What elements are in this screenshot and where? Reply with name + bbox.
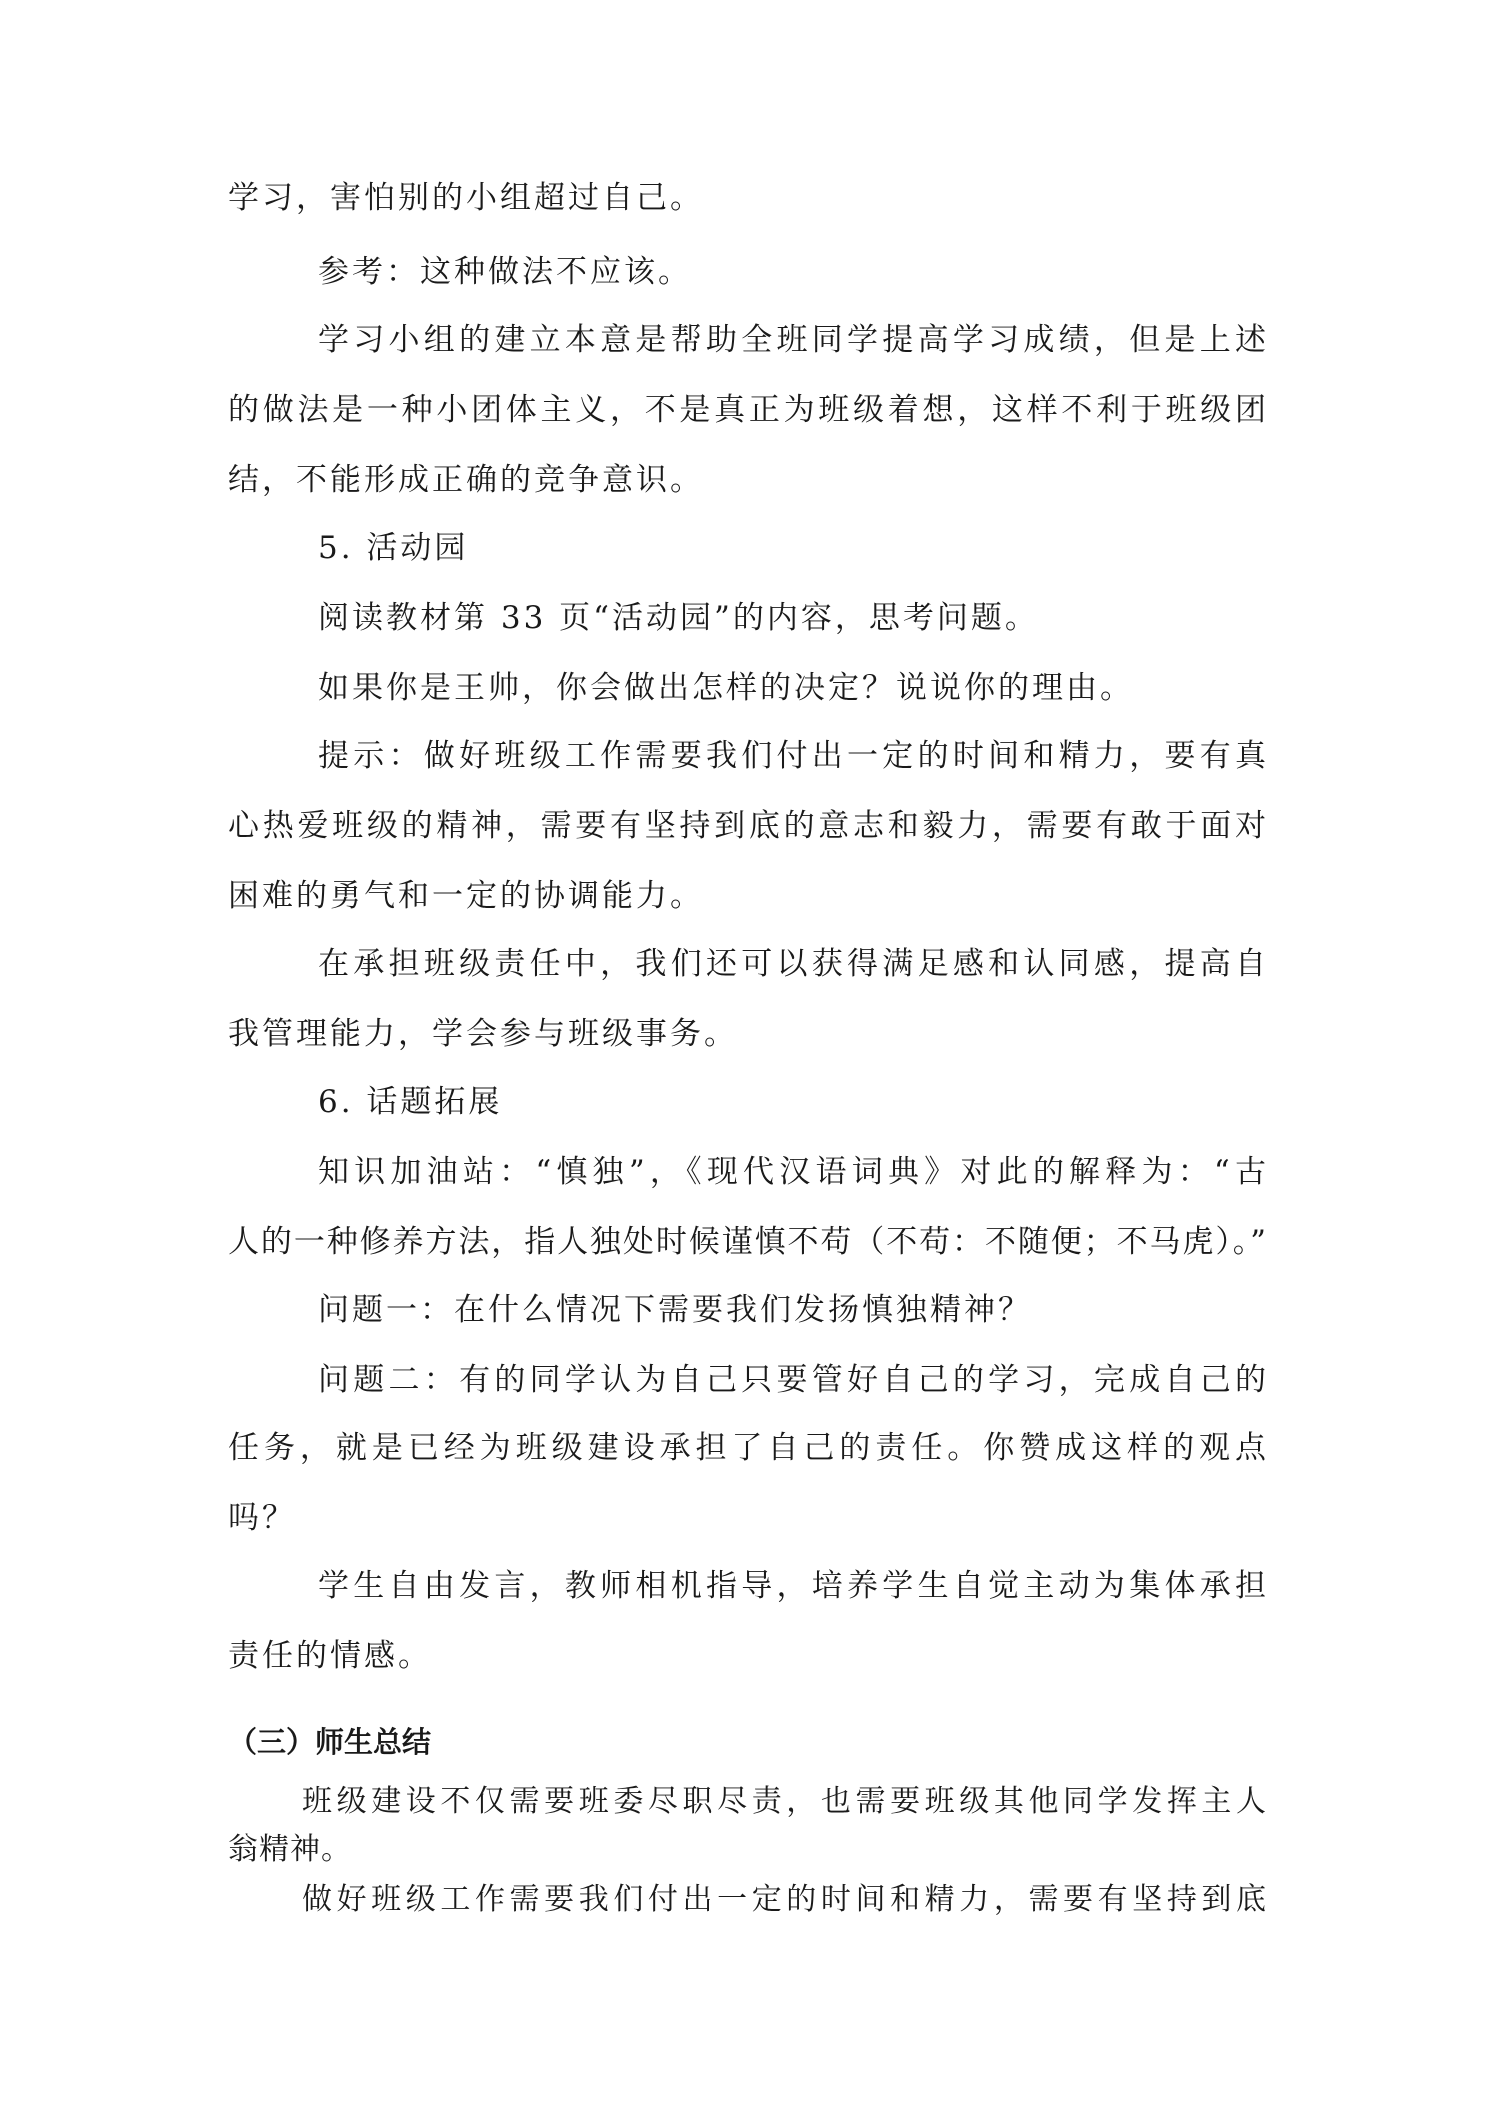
text-line: 人的一种修养方法，指人独处时候谨慎不苟（不苟：不随便；不马虎）。” — [228, 1224, 1266, 1260]
section-heading: （三）师生总结 — [228, 1725, 432, 1759]
text-line: 做好班级工作需要我们付出一定的时间和精力，需要有坚持到底 — [302, 1882, 1266, 1917]
text-line: 困难的勇气和一定的协调能力。 — [228, 878, 704, 914]
text-line: 班级建设不仅需要班委尽职尽责，也需要班级其他同学发挥主人 — [302, 1784, 1266, 1819]
text-line: 结，不能形成正确的竞争意识。 — [228, 462, 704, 498]
text-line: 提示：做好班级工作需要我们付出一定的时间和精力，要有真 — [318, 738, 1266, 774]
text-line: 我管理能力，学会参与班级事务。 — [228, 1016, 738, 1052]
text-line: 吗？ — [228, 1500, 296, 1536]
text-line: 问题二：有的同学认为自己只要管好自己的学习，完成自己的 — [318, 1362, 1266, 1398]
text-line: 学习，害怕别的小组超过自己。 — [228, 180, 704, 216]
text-line: 参考：这种做法不应该。 — [318, 254, 692, 290]
text-line: 的做法是一种小团体主义，不是真正为班级着想，这样不利于班级团 — [228, 392, 1266, 428]
text-line: 任务，就是已经为班级建设承担了自己的责任。你赞成这样的观点 — [228, 1430, 1266, 1466]
text-line: 学习小组的建立本意是帮助全班同学提高学习成绩，但是上述 — [318, 322, 1266, 358]
text-line: 在承担班级责任中，我们还可以获得满足感和认同感，提高自 — [318, 946, 1266, 982]
text-line: 阅读教材第 33 页“活动园”的内容，思考问题。 — [318, 600, 1039, 636]
text-line: 如果你是王帅，你会做出怎样的决定？说说你的理由。 — [318, 670, 1134, 706]
section-label: 6. 话题拓展 — [318, 1084, 503, 1120]
text-line: 心热爱班级的精神，需要有坚持到底的意志和毅力，需要有敢于面对 — [228, 808, 1266, 844]
text-line: 知识加油站：“慎独”，《现代汉语词典》对此的解释为：“古 — [318, 1154, 1266, 1190]
text-line: 责任的情感。 — [228, 1638, 432, 1674]
section-label: 5. 活动园 — [318, 530, 469, 566]
text-line: 翁精神。 — [228, 1832, 352, 1867]
text-line: 问题一：在什么情况下需要我们发扬慎独精神？ — [318, 1292, 1032, 1328]
text-line: 学生自由发言，教师相机指导，培养学生自觉主动为集体承担 — [318, 1568, 1266, 1604]
